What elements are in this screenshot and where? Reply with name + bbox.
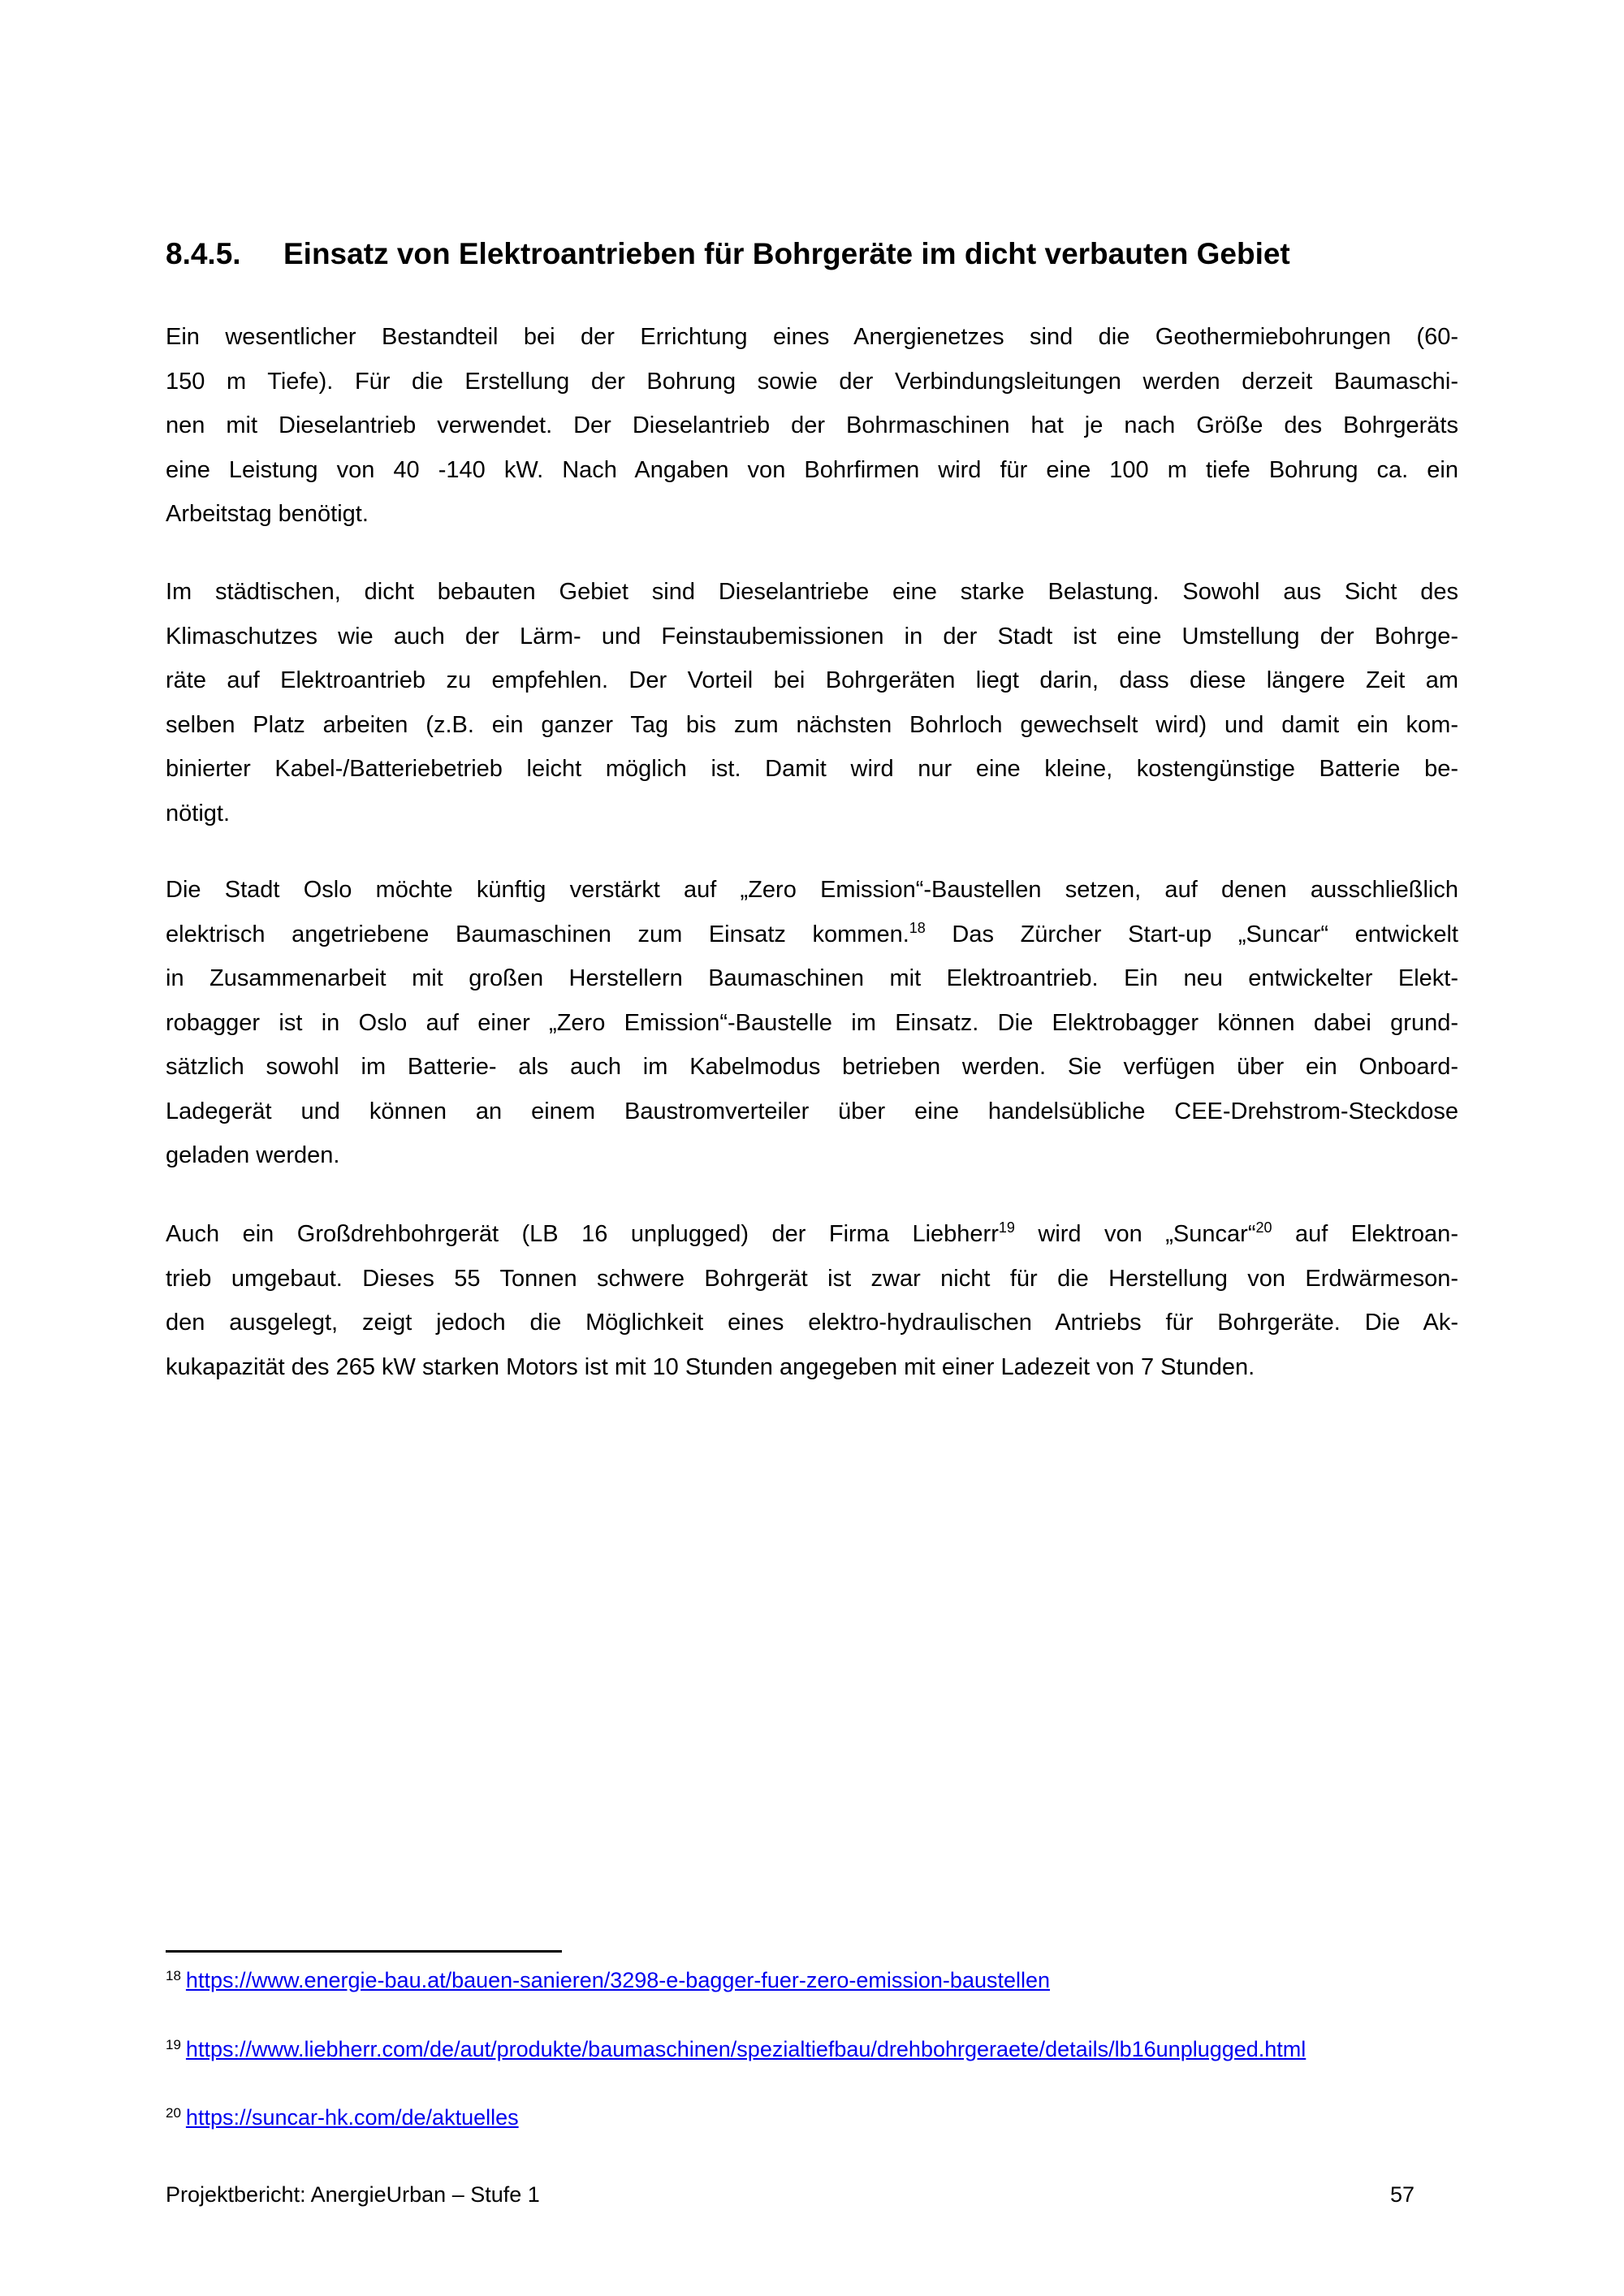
footnote-separator — [166, 1950, 562, 1953]
text-line: nötigt. — [166, 800, 230, 826]
footnote-18 — [166, 1968, 1050, 1993]
text-line: trieb umgebaut. Dieses 55 Tonnen schwere Bohrgerät ist zwar nicht für die Herstellung von Erdwärmeson- — [166, 1265, 1458, 1292]
paragraph-1 — [166, 315, 1458, 537]
text-line-with-footnotes — [166, 1212, 1458, 1257]
paragraph-2 — [166, 570, 1458, 835]
text-line: kukapazität des 265 kW starken Motors ist mit 10 Stunden angegeben mit einer Ladezeit von 7 Stunden. — [166, 1353, 1255, 1380]
text-line: sätzlich sowohl im Batterie- als auch im Kabelmodus betrieben werden. Sie verfügen über ein Onboard- — [166, 1054, 1458, 1080]
paragraph-3 — [166, 868, 1458, 1178]
text-segment: elektrisch angetriebene Baumaschinen zum Einsatz kommen. — [166, 921, 909, 947]
footnote-link[interactable]: https://www.energie-bau.at/bauen-sanieren/3298-e-bagger-fuer-zero-emission-baustellen — [185, 1968, 1051, 1992]
paragraph-4 — [166, 1212, 1458, 1389]
section-number: 8.4.5. — [166, 237, 241, 270]
text-line: räte auf Elektroantrieb zu empfehlen. Der Vorteil bei Bohrgeräten liegt darin, dass diese längere Zeit am — [166, 667, 1458, 693]
text-line: in Zusammenarbeit mit großen Herstellern Baumaschinen mit Elektroantrieb. Ein neu entwickelter Elekt- — [166, 965, 1458, 991]
text-line: selben Platz arbeiten (z.B. ein ganzer Tag bis zum nächsten Bohrloch gewechselt wird) und damit ein kom- — [166, 711, 1458, 738]
text-line: Im städtischen, dicht bebauten Gebiet sind Dieselantriebe eine starke Belastung. Sowohl aus Sicht des — [166, 579, 1458, 605]
page-footer: Projektbericht: AnergieUrban – Stufe 1 — [166, 2182, 540, 2207]
text-line-with-footnote — [166, 913, 1458, 957]
footnote-link[interactable]: https://suncar-hk.com/de/aktuelles — [185, 2105, 519, 2130]
text-segment: Das Zürcher Start-up „Suncar“ entwickelt — [925, 921, 1458, 947]
footnote-number: 20 — [166, 2105, 181, 2121]
text-line: nen mit Dieselantrieb verwendet. Der Dieselantrieb der Bohrmaschinen hat je nach Größe des Bohrgeräts — [166, 412, 1458, 438]
section-heading — [166, 237, 1290, 271]
text-line: 150 m Tiefe). Für die Erstellung der Bohrung sowie der Verbindungsleitungen werden derzeit Baumaschi- — [166, 368, 1458, 395]
text-line: Die Stadt Oslo möchte künftig verstärkt auf „Zero Emission“-Baustellen setzen, auf denen ausschließlich — [166, 877, 1458, 903]
text-line: geladen werden. — [166, 1142, 340, 1168]
page-number: 57 — [1389, 2182, 1415, 2207]
text-line: Ein wesentlicher Bestandteil bei der Errichtung eines Anergienetzes sind die Geothermiebohrungen (60- — [166, 324, 1458, 350]
footnote-20 — [166, 2105, 519, 2130]
footnote-19 — [166, 2037, 1306, 2062]
text-line: eine Leistung von 40 -140 kW. Nach Angaben von Bohrfirmen wird für eine 100 m tiefe Bohrung ca. ein — [166, 456, 1458, 483]
text-line: Klimaschutzes wie auch der Lärm- und Feinstaubemissionen in der Stadt ist eine Umstellung der Bohrge- — [166, 623, 1458, 650]
footnote-link[interactable]: https://www.liebherr.com/de/aut/produkte/baumaschinen/spezialtiefbau/drehbohrgeraete/details/lb16unplugged.html — [185, 2037, 1307, 2061]
text-line: binierter Kabel-/Batteriebetrieb leicht möglich ist. Damit wird nur eine kleine, kostengünstige Batterie be- — [166, 756, 1458, 782]
footnote-number: 18 — [166, 1968, 181, 1983]
footnote-ref-18[interactable]: 18 — [909, 919, 926, 936]
text-line: den ausgelegt, zeigt jedoch die Möglichkeit eines elektro-hydraulischen Antriebs für Bohrgeräte. Die Ak- — [166, 1310, 1458, 1336]
footnote-ref-19[interactable]: 19 — [998, 1219, 1015, 1236]
text-segment: Auch ein Großdrehbohrgerät (LB 16 unplugged) der Firma Liebherr — [166, 1221, 999, 1247]
text-line: Ladegerät und können an einem Baustromverteiler über eine handelsübliche CEE-Drehstrom-Steckdose — [166, 1098, 1458, 1124]
section-title: Einsatz von Elektroantrieben für Bohrgeräte im dicht verbauten Gebiet — [283, 237, 1290, 270]
text-line: Arbeitstag benötigt. — [166, 501, 369, 527]
text-line: robagger ist in Oslo auf einer „Zero Emission“-Baustelle im Einsatz. Die Elektrobagger können dabei grund- — [166, 1009, 1458, 1036]
footnote-number: 19 — [166, 2037, 181, 2052]
footnote-ref-20[interactable]: 20 — [1255, 1219, 1272, 1236]
text-segment: wird von „Suncar“ — [1014, 1221, 1256, 1247]
text-segment: auf Elektroan- — [1272, 1221, 1458, 1247]
